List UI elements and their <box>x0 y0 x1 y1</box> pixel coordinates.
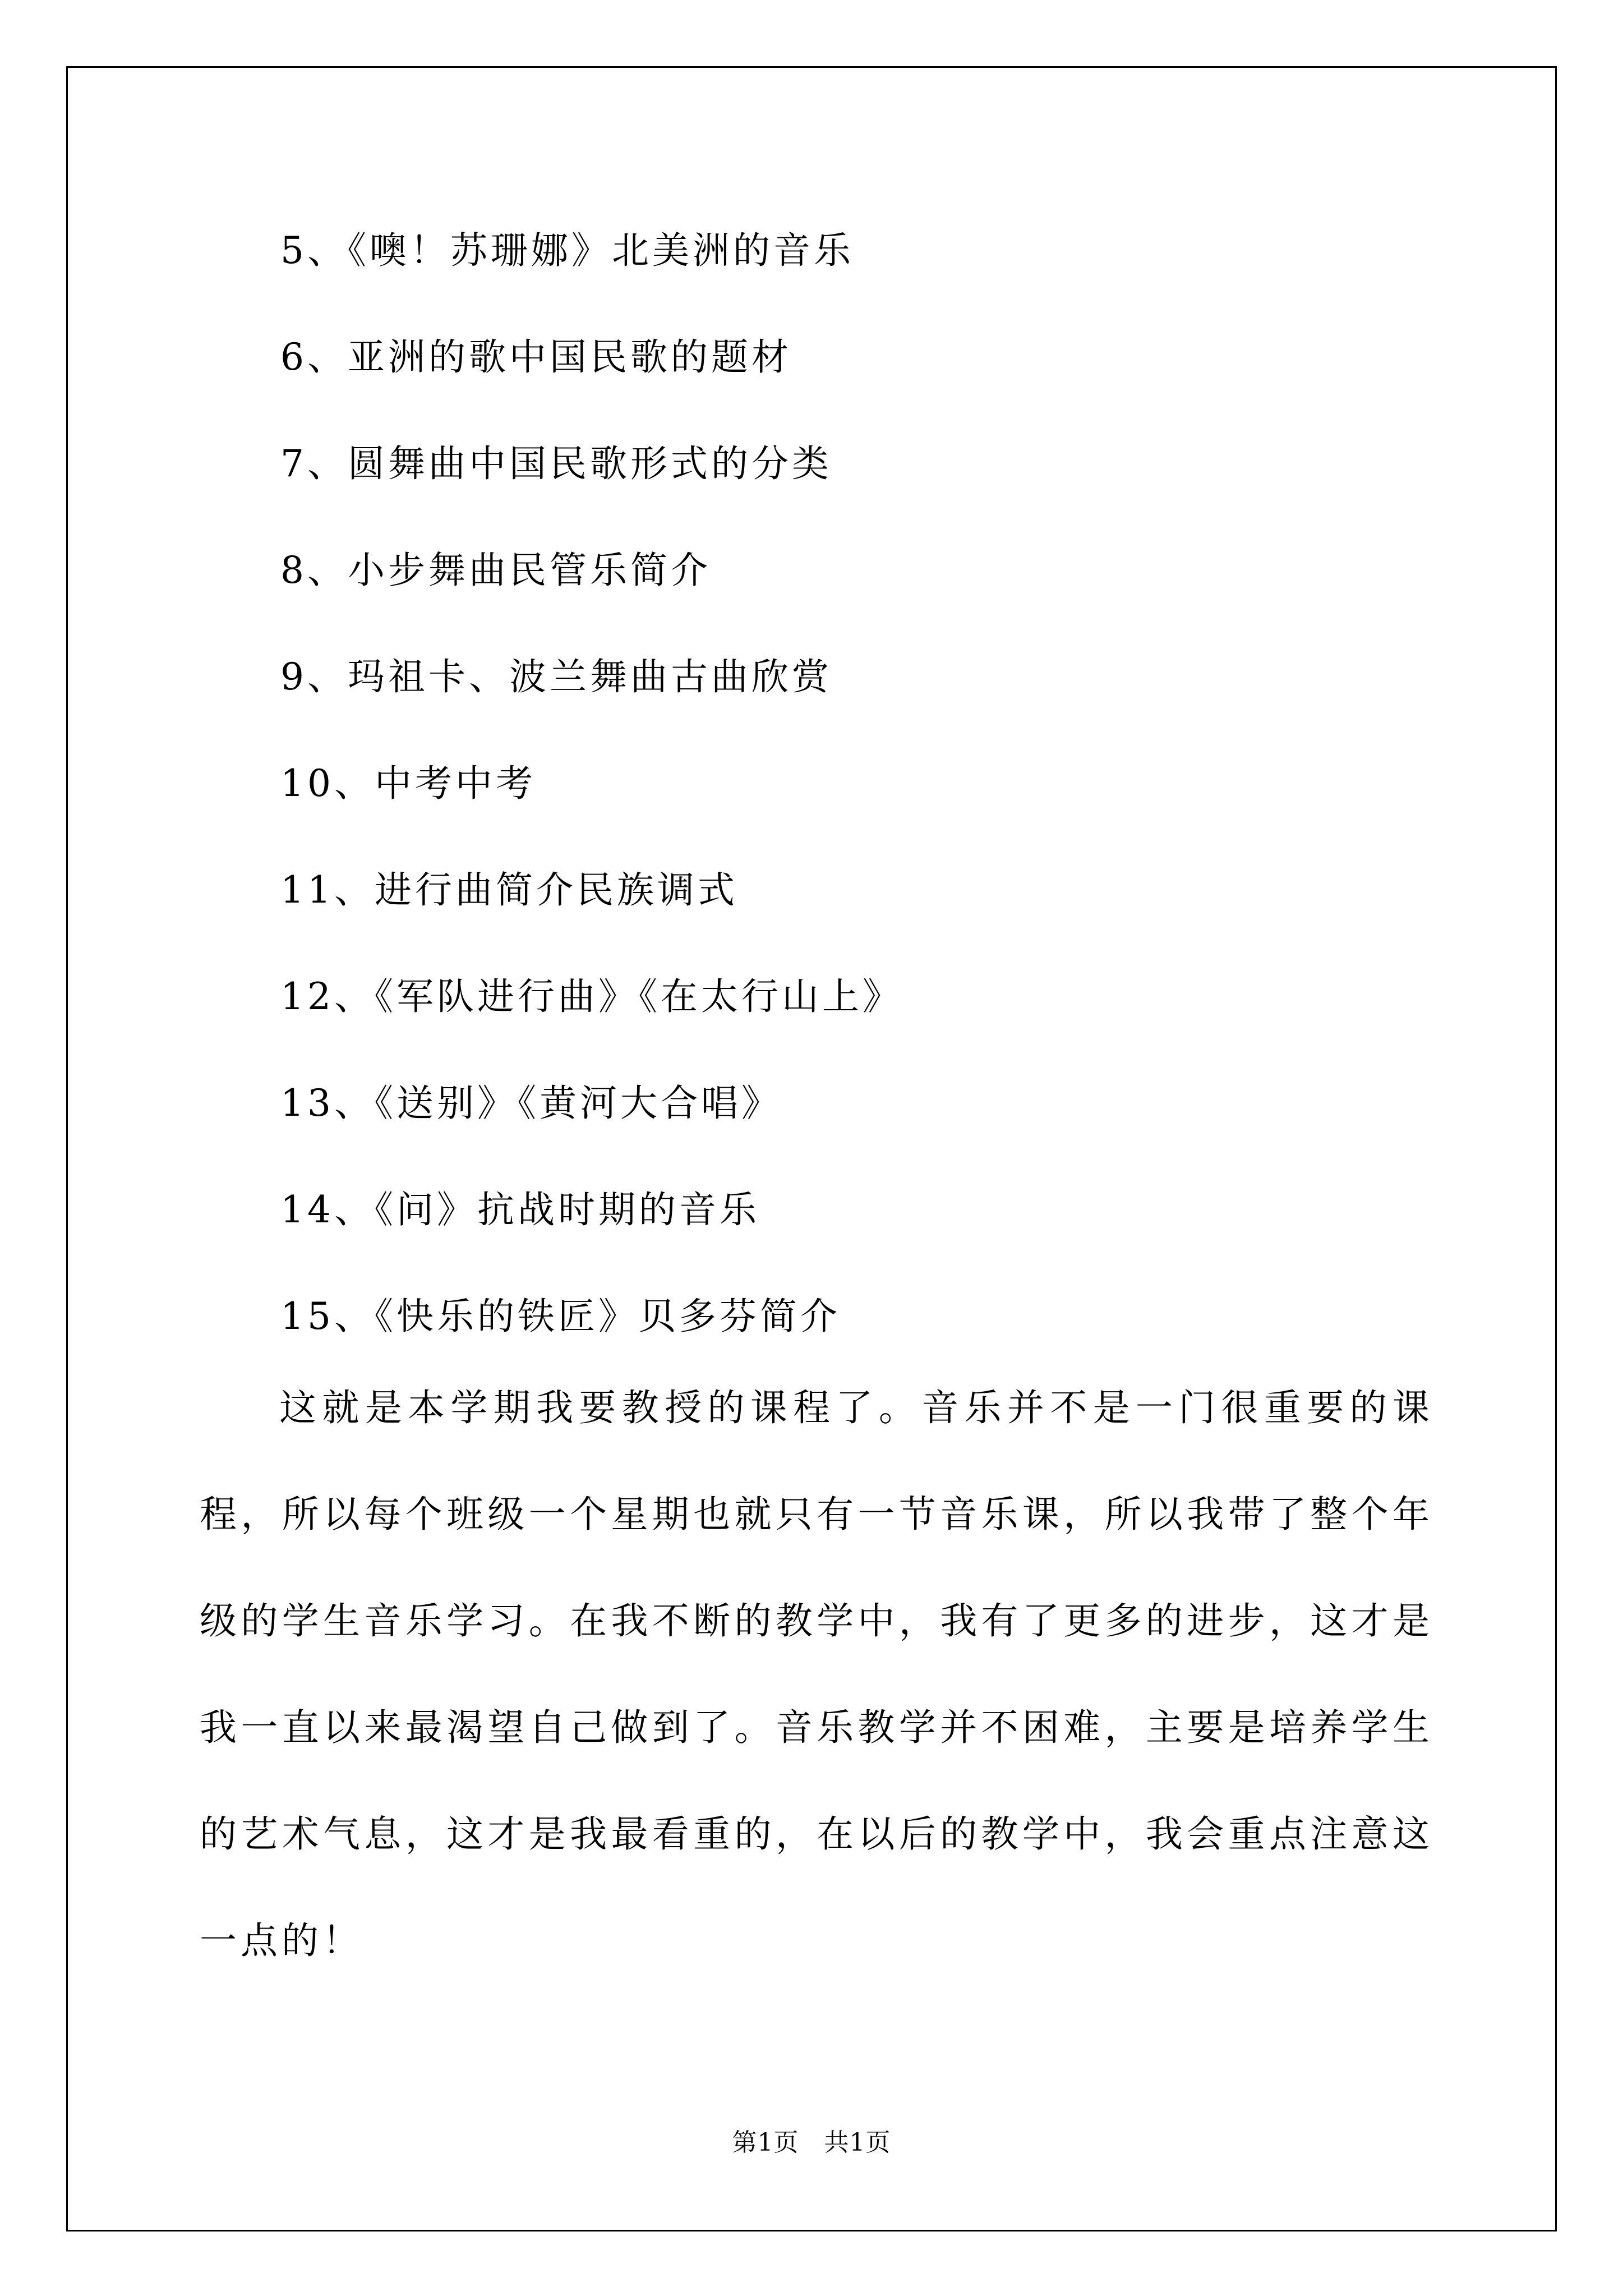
list-item: 5、《噢！苏珊娜》北美洲的音乐 <box>280 229 854 272</box>
list-item: 7、圆舞曲中国民歌形式的分类 <box>280 442 832 485</box>
page-footer: 第1页 共1页 <box>732 2128 891 2157</box>
list-item: 10、中考中考 <box>280 762 536 805</box>
list-item: 15、《快乐的铁匠》贝多芬简介 <box>280 1295 841 1338</box>
body-paragraph: 这就是本学期我要教授的课程了。音乐并不是一门很重要的课程，所以每个班级一个星期也就只有一节音乐课，所以我带了整个年级的学生音乐学习。在我不断的教学中，我有了更多的进步，这才是我一直以来最渴望自己做到了。音乐教学并不困难，主要是培养学生的艺术气息，这才是我最看重的，在以后的教学中，我会重点注意这一点的！ <box>200 1386 1433 1962</box>
list-item: 14、《问》抗战时期的音乐 <box>280 1188 760 1231</box>
list-item: 11、进行曲简介民族调式 <box>280 868 738 912</box>
list-item: 13、《送别》《黄河大合唱》 <box>280 1082 782 1125</box>
list-item: 9、玛祖卡、波兰舞曲古曲欣赏 <box>280 655 832 698</box>
list-item: 12、《军队进行曲》《在太行山上》 <box>280 975 903 1018</box>
list-item: 8、小步舞曲民管乐简介 <box>280 549 711 592</box>
list-item: 6、亚洲的歌中国民歌的题材 <box>280 335 792 379</box>
